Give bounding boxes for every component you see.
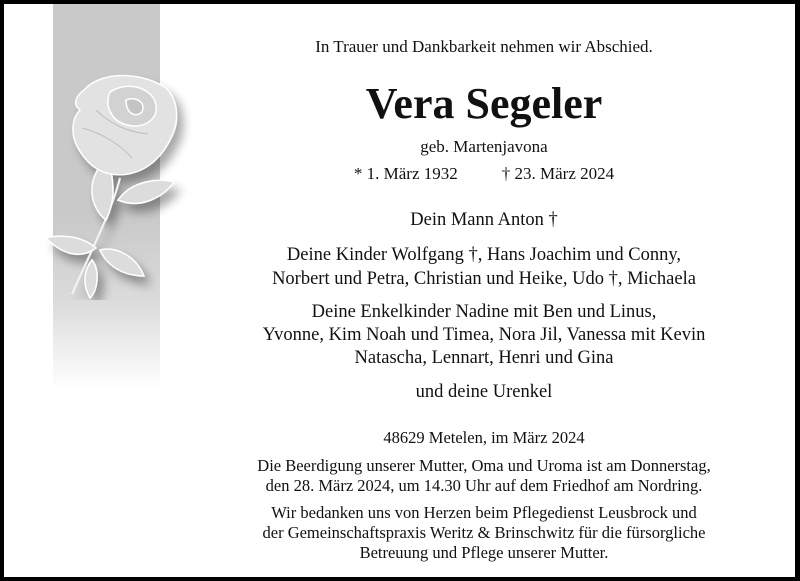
notice-text [194, 4, 774, 577]
grandchildren-line-3: Natascha, Lennart, Henri und Gina [354, 348, 614, 368]
death-date: † 23. März 2024 [501, 164, 615, 183]
life-dates [194, 164, 774, 184]
deceased-name: Vera Segeler [365, 79, 603, 128]
grandchildren-line-2: Yvonne, Kim Noah und Timea, Nora Jil, Vanessa mit Kevin [262, 325, 706, 345]
thanks-line-2: der Gemeinschaftspraxis Weritz & Brinschwitz für die fürsorgliche [262, 523, 706, 542]
grandchildren-line-1: Deine Enkelkinder Nadine mit Ben und Linus, [311, 302, 657, 322]
funeral-line-2: den 28. März 2024, um 14.30 Uhr auf dem Friedhof am Nordring. [265, 476, 703, 495]
obituary-notice [4, 4, 795, 577]
thanks-line-1: Wir bedanken uns von Herzen beim Pflegedienst Leusbrock und [271, 503, 697, 522]
maiden-name: geb. Martenjavona [420, 137, 548, 156]
thanks-line-3: Betreuung und Pflege unserer Mutter. [359, 543, 609, 562]
great-grandchildren-line: und deine Urenkel [415, 382, 553, 402]
place-date: 48629 Metelen, im März 2024 [383, 428, 585, 447]
birth-date: * 1. März 1932 [353, 164, 458, 183]
rose-icon [32, 70, 192, 300]
husband-line: Dein Mann Anton † [410, 210, 558, 230]
children-line-2: Norbert und Petra, Christian und Heike, Udo †, Michaela [272, 269, 696, 289]
funeral-line-1: Die Beerdigung unserer Mutter, Oma und Uroma ist am Donnerstag, [257, 456, 711, 475]
intro-text: In Trauer und Dankbarkeit nehmen wir Abschied. [315, 37, 653, 56]
children-line-1: Deine Kinder Wolfgang †, Hans Joachim und Conny, [286, 245, 682, 265]
